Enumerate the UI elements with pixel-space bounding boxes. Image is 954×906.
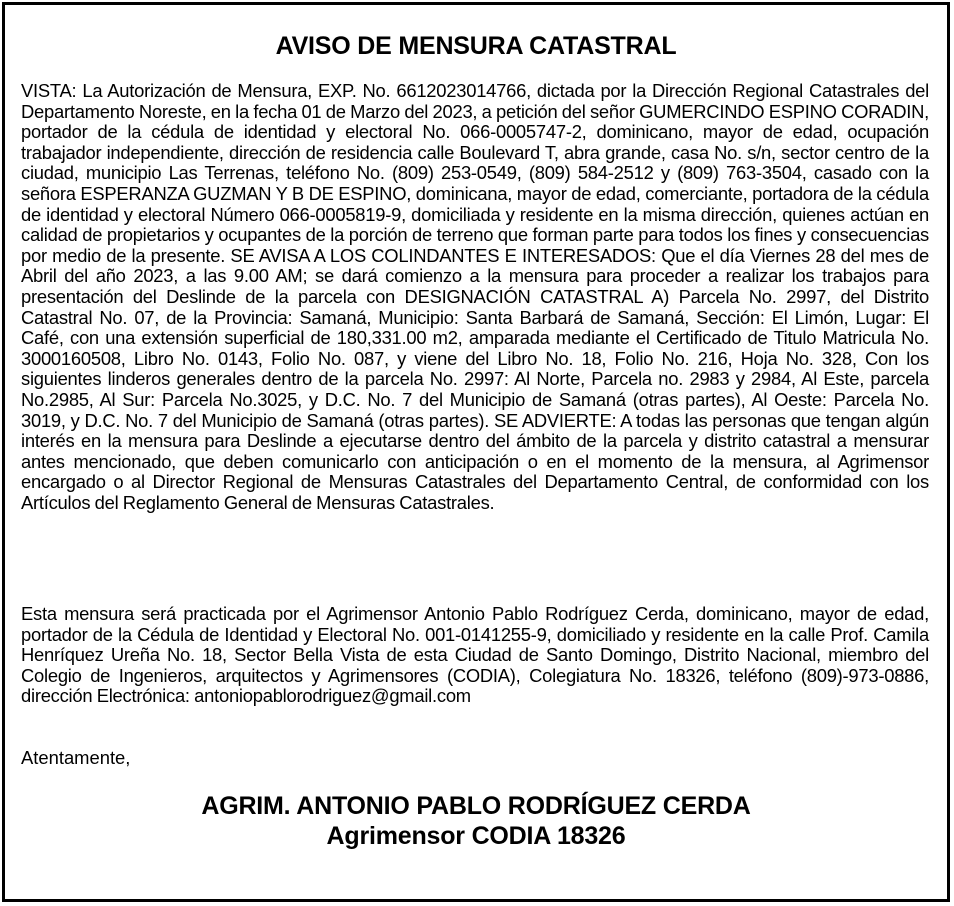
signer-name: AGRIM. ANTONIO PABLO RODRÍGUEZ CERDA	[201, 792, 751, 820]
closing-salutation: Atentamente,	[21, 747, 131, 768]
notice-box	[2, 2, 950, 902]
notice-paragraph-surveyor: Esta mensura será practicada por el Agrimensor Antonio Pablo Rodríguez Cerda, dominicano, mayor de edad, portador de la Cédula de Identidad y Electoral No. 001-0141255-9, domiciliado y residente en la calle Prof. Camila Henríquez Ureña No. 18, Sector Bella Vista de esta Ciudad de Santo Domingo, Distrito Nacional, miembro del Colegio de Ingenieros, arquitectos y Agrimensores (CODIA), Colegiatura No. 18326, teléfono (809)-973-0886, dirección Electrónica: antoniopablorodriguez@gmail.com	[21, 603, 929, 707]
notice-paragraph-main: VISTA: La Autorización de Mensura, EXP. No. 6612023014766, dictada por la Dirección Regional Catastrales del Departamento Noreste, en la fecha 01 de Marzo del 2023, a petición del señor GUMERCINDO ESPINO CORADIN, portador de la cédula de identidad y electoral No. 066-0005747-2, dominicano, mayor de edad, ocupación trabajador independiente, dirección de residencia calle Boulevard T, abra grande, casa No. s/n, sector centro de la ciudad, municipio Las Terrenas, teléfono No. (809) 253-0549, (809) 584-2512 y (809) 763-3504, casado con la señora ESPERANZA GUZMAN Y B DE ESPINO, dominicana, mayor de edad, comerciante, portadora de la cédula de identidad y electoral Número 066-0005819-9, domiciliada y residente en la misma dirección, quienes actúan en calidad de propietarios y ocupantes de la porción de terreno que forman parte para todos los fines y consecuencias por medio de la presente. SE AVISA A LOS COLINDANTES E INTERESADOS: Que el día Viernes 28 del mes de Abril del año 2023, a las 9.00 AM; se dará comienzo a la mensura para proceder a realizar los trabajos para presentación del Deslinde de la parcela con DESIGNACIÓN CATASTRAL A) Parcela No. 2997, del Distrito Catastral No. 07, de la Provincia: Samaná, Municipio: Santa Barbará de Samaná, Sección: El Limón, Lugar: El Café, con una extensión superficial de 180,331.00 m2, amparada mediante el Certificado de Titulo Matricula No. 3000160508, Libro No. 0143, Folio No. 087, y viene del Libro No. 18, Folio No. 216, Hoja No. 328, Con los siguientes linderos generales dentro de la parcela No. 2997: Al Norte, Parcela no. 2983 y 2984, Al Este, parcela No.2985, Al Sur: Parcela No.3025, y D.C. No. 7 del Municipio de Samaná (otras partes), Al Oeste: Parcela No. 3019, y D.C. No. 7 del Municipio de Samaná (otras partes). SE ADVIERTE: A todas las personas que tengan algún interés en la mensura para Deslinde a ejecutarse dentro del ámbito de la parcela y distrito catastral a mensurar antes mencionado, que deben comunicarlo con anticipación o en el momento de la mensura, al Agrimensor encargado o al Director Regional de Mensuras Catastrales del Departamento Central, de conformidad con los Artículos del Reglamento General de Mensuras Catastrales.	[21, 80, 929, 513]
signer-title: Agrimensor CODIA 18326	[326, 822, 626, 850]
notice-title: AVISO DE MENSURA CATASTRAL	[275, 32, 677, 60]
